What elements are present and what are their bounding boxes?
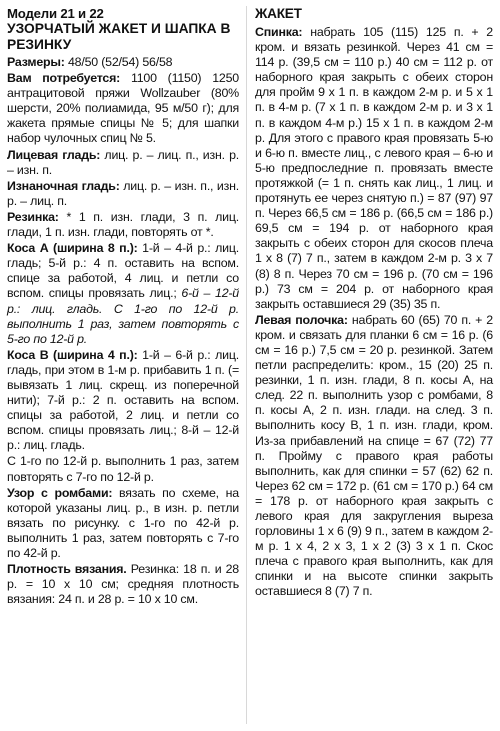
back-label: Спинка: (255, 25, 303, 39)
cable-b-label: Коса В (ширина 4 п.): (7, 347, 138, 362)
cable-a-text: 1-й – 4-й р.: лиц. гладь; 5-й р.: 4 п. оставить на вспом. спице за работой, 4 лиц. и петли со вспом. спицы провязать лиц.; (7, 241, 239, 301)
cable-b-repeat-paragraph (7, 454, 239, 484)
diamond-pattern-paragraph (7, 486, 239, 561)
sizes-paragraph (7, 55, 239, 70)
models-title: Модели 21 и 22 (7, 6, 104, 21)
left-front-text: набрать 60 (65) 70 п. + 2 кром. и связать для планки 6 см = 16 р. (6 см = 16 р.) 7,5 см = 20 р. резинкой. Затем петли распределить: кром., 15 (20) 25 п. резинки, 1 п. изн. глади, 8 п. косы А, на след. 22 п. выполнить узор с ромбами, 8 п. косы А, 2 п. изн. глади. на след. 3 п. выполнить косу В, 1 п. изн. глади, кром. Из-за прибавлений на спице = 67 (72) 77 п. Пройму с правого края работы выполнить, как для спинки = 57 (62) 62 п. Через 62 см = 172 р. (61 см = 170 р.) 64 см = 178 р. от наборного края закрыть с левого края для закругления выреза горловины 1 х 6 (9) 9 п., затем в каждом 2-м р. 1 х 4, 2 х 3, 1 х 2 (3) 3 х 1 п. Скос плеча с правого края выполнить, как для спинки и на высоте спинки закрыть оставшиеся 8 (7) 7 п. (255, 312, 493, 599)
cable-a-label: Коса А (ширина 8 п.): (7, 241, 138, 256)
left-front-paragraph (255, 313, 493, 600)
sizes-text: 48/50 (52/54) 56/58 (64, 55, 173, 69)
rib-text: * 1 п. изн. глади, 3 п. лиц. глади, 1 п. изн. глади, повторять от *. (7, 209, 239, 240)
stockinette-text: лиц. р. – лиц. п., изн. р. – изн. п. (7, 147, 239, 177)
sizes-label: Размеры: (7, 55, 65, 69)
stockinette-label: Лицевая гладь: (7, 147, 101, 162)
rib-label: Резинка: (7, 209, 59, 224)
left-front-label: Левая полочка: (255, 312, 348, 327)
jacket-title: ЖАКЕТ (255, 6, 302, 21)
materials-label: Вам потребуется: (7, 71, 121, 86)
gauge-text: Резинка: 18 п. и 28 р. = 10 х 10 см; средняя плотность вязания: 24 п. и 28 р. = 10 х 10 см. (7, 562, 240, 607)
cable-b-repeat-text: С 1-го по 12-й р. выполнить 1 раз, затем повторять с 7-го по 12-й р. (7, 454, 239, 484)
back-paragraph (255, 25, 493, 312)
reverse-stockinette-label: Изнаночная гладь: (7, 178, 120, 193)
gauge-label: Плотность вязания. (7, 562, 127, 577)
cable-a-italic-text: 6-й – 12-й р.: лиц. гладь. С 1-го по 12-й р. выполнить 1 раз, затем повторять с 5-го по 12-й р. (7, 286, 239, 346)
article-title: УЗОРЧАТЫЙ ЖАКЕТ И ШАПКА В РЕЗИНКУ (7, 21, 231, 52)
cable-b-paragraph (7, 348, 239, 454)
diamond-pattern-label: Узор с ромбами: (7, 485, 113, 500)
cable-a-paragraph (7, 241, 239, 347)
materials-text: 1100 (1150) 1250 антрацитовой пряжи Wollzauber (80% шерсти, 20% полиамида, 95 м/50 г); для жакета прямые спицы № 5; для шапки набор чулочных спиц № 5. (7, 71, 239, 146)
reverse-stockinette-text: лиц. р. – изн. п., изн. р. – лиц. п. (7, 178, 240, 208)
back-text: набрать 105 (115) 125 п. + 2 кром. и вязать резинкой. Через 41 см = 114 р. (39,5 см = 110 р.) 40 см = 112 р. от наборного края закрыть с обеих сторон для пройм 9 х 1 п. в каждом 2-м р. и 5 х 1 п. в 4-м р. (7 х 1 п. в каждом 2-м р. и 3 х 1 п. в каждом 4-м р.) 15 х 1 п. в каждом 2-м р. Для этого с правого края провязать 5-ю и 6-ю п. вместе лиц., с левого края – 6-ю и 5-ю предпоследние п. провязать вместе протяжкой (= 1 п. снять как лиц., 1 лиц. и протянуть ее через снятую п.) = 87 (97) 97 п. Через 66,5 см = 186 р. (66,5 см = 186 р.) 69,5 см = 194 р. от наборного края закрыть с обеих сторон для скосов плеча 1 х 8 (7) 7 п., затем в каждом 2-м р. 3 х 7 (8) 8 п. Через 70 см = 196 р. (70 см = 196 р.) 73 см = 204 р. от наборного края закрыть оставшиеся 29 (35) 35 п. (255, 25, 493, 311)
left-column (7, 6, 239, 608)
rib-paragraph (7, 210, 239, 240)
cable-b-text: 1-й – 6-й р.: лиц. гладь, при этом в 1-м р. прибавить 1 п. (= вывязать 1 лиц. скрещ. из поперечной нити); 7-й р.: 2 п. оставить на вспом. спицы за работой, 2 лиц. и петли со вспом. спицы провязать лиц.; 8-й – 12-й р.: лиц. гладь. (7, 347, 239, 453)
materials-paragraph (7, 71, 239, 146)
diamond-pattern-text: вязать по схеме, на которой указаны лиц. р., в изн. р. петли вязать по рисунку. с 1-го по 42-й р. выполнить 1 раз, затем повторять с 7-го по 42-й р. (7, 485, 239, 560)
column-divider (246, 6, 247, 724)
gauge-paragraph (7, 562, 239, 607)
stockinette-paragraph (7, 148, 239, 178)
right-column (255, 6, 493, 601)
reverse-stockinette-paragraph (7, 179, 239, 209)
